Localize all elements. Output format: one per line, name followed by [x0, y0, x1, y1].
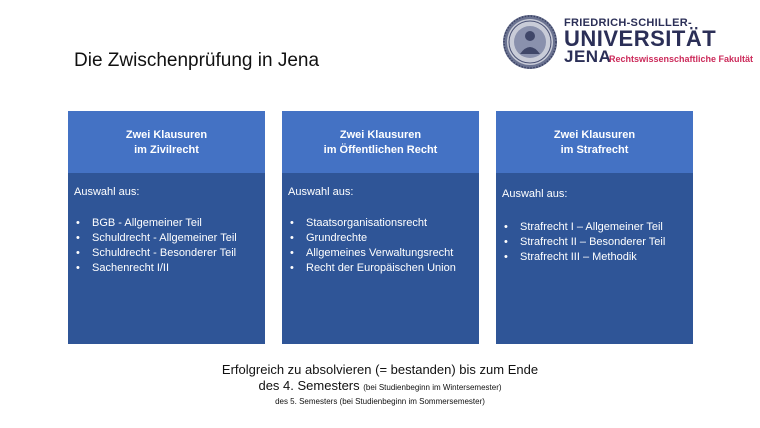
list-item: • Schuldrecht - Allgemeiner Teil [74, 231, 257, 246]
deadline-line2-note: (bei Studienbeginn im Wintersemester) [363, 383, 502, 392]
list-item: • Strafrecht I – Allgemeiner Teil [502, 220, 685, 235]
faculty-name: Rechtswissenschaftliche Fakultät [609, 54, 754, 64]
deadline-line2-main: des 4. Semesters [258, 378, 360, 393]
exam-box-zivilrecht [68, 111, 265, 344]
subject-list [502, 220, 685, 265]
exam-box-body [282, 173, 479, 344]
list-item: • Allgemeines Verwaltungsrecht [288, 246, 471, 261]
logo-text-line3: JENA [564, 47, 612, 66]
exam-box-strafrecht [496, 111, 693, 344]
auswahl-label: Auswahl aus: [502, 188, 568, 200]
logo-text-line2: UNIVERSITÄT [564, 26, 717, 51]
logo-text-line1: FRIEDRICH-SCHILLER- [564, 17, 692, 29]
list-item: • Recht der Europäischen Union [288, 261, 471, 276]
university-logo [502, 14, 752, 70]
exam-box-header-line1: Zwei Klausuren [339, 129, 422, 141]
exam-box-header-line1: Zwei Klausuren [553, 129, 636, 141]
auswahl-label: Auswahl aus: [74, 186, 140, 198]
exam-box-header-line2: im Strafrecht [560, 144, 629, 156]
list-item: • Staatsorganisationsrecht [288, 216, 471, 231]
deadline-line2 [0, 378, 760, 396]
exam-box-body [68, 173, 265, 344]
exam-box-header-line1: Zwei Klausuren [125, 129, 208, 141]
university-seal-icon [502, 14, 558, 70]
list-item: • Strafrecht II – Besonderer Teil [502, 235, 685, 250]
subject-list [288, 216, 471, 276]
slide-title: Die Zwischenprüfung in Jena [74, 50, 320, 71]
deadline-line1: Erfolgreich zu absolvieren (= bestanden) bis zum Ende [221, 362, 539, 377]
list-item: • BGB - Allgemeiner Teil [74, 216, 257, 231]
list-item: • Strafrecht III – Methodik [502, 250, 685, 265]
exam-box-body [496, 173, 693, 344]
exam-box-header [282, 111, 479, 173]
exam-box-oeffentliches-recht [282, 111, 479, 344]
exam-box-header-line2: im Öffentlichen Recht [323, 144, 438, 156]
exam-box-header [496, 111, 693, 173]
subject-list [74, 216, 257, 276]
auswahl-label: Auswahl aus: [288, 186, 354, 198]
exam-box-header [68, 111, 265, 173]
list-item: • Schuldrecht - Besonderer Teil [74, 246, 257, 261]
deadline-line3: des 5. Semesters (bei Studienbeginn im Sommersemester) [275, 397, 485, 406]
exam-box-header-line2: im Zivilrecht [134, 144, 199, 156]
list-item: • Sachenrecht I/II [74, 261, 257, 276]
deadline-note [0, 362, 760, 407]
list-item: • Grundrechte [288, 231, 471, 246]
